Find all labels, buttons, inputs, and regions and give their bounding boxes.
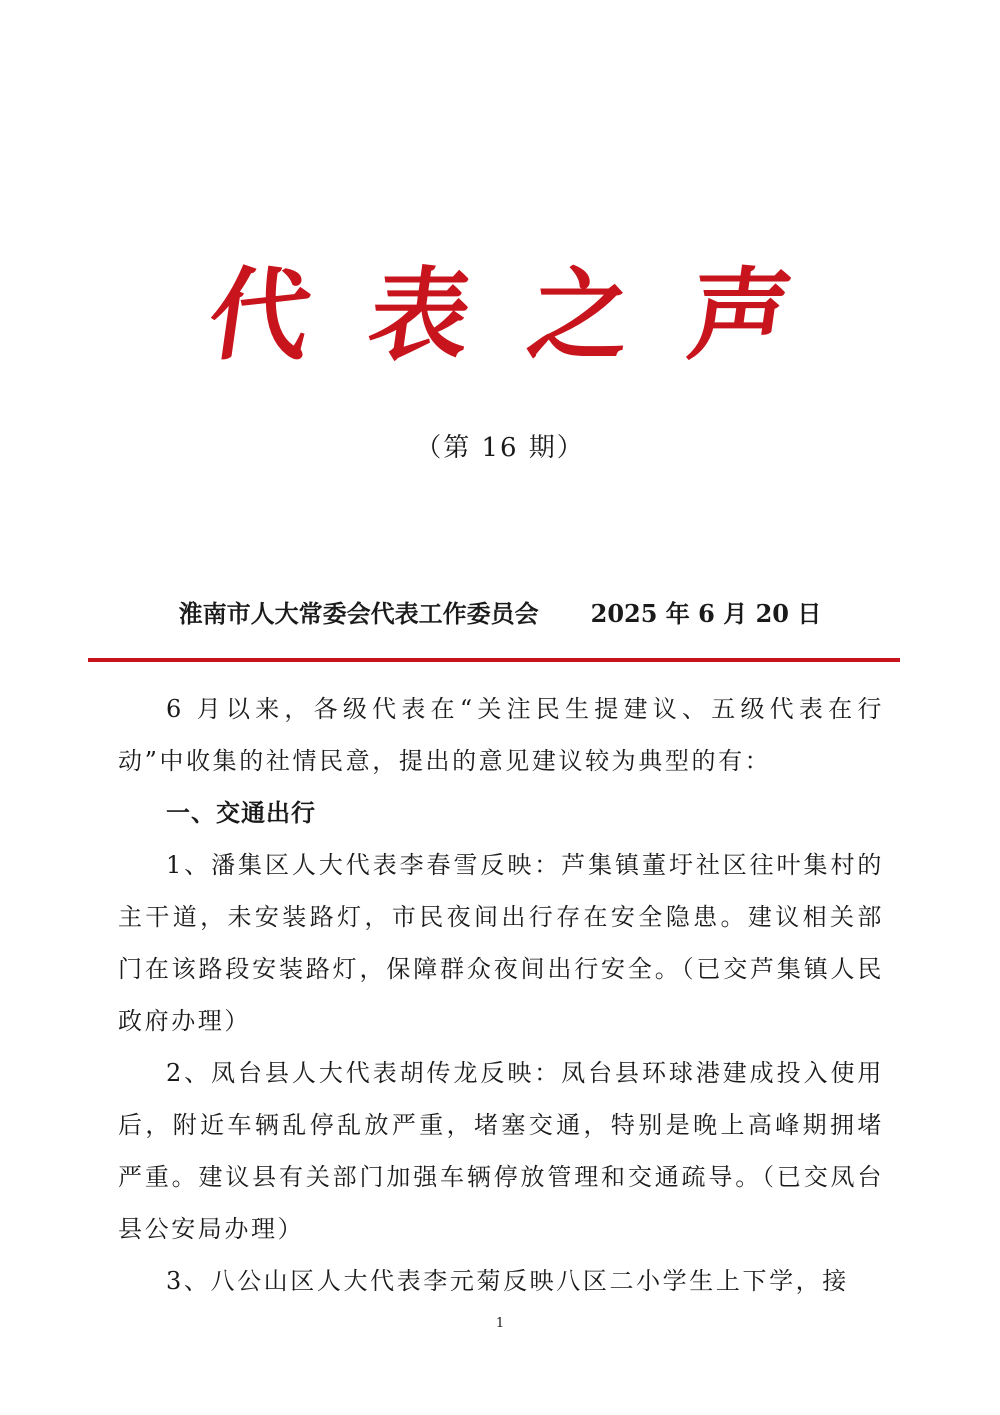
masthead-char-3: 之 — [521, 256, 639, 374]
section-heading-traffic: 一、交通出行 — [166, 799, 316, 827]
page-number: 1 — [495, 1316, 505, 1331]
masthead-char-2: 表 — [361, 256, 479, 374]
list-item: 2、凤台县人大代表胡传龙反映：凤台县环球港建成投入使用后，附近车辆乱停乱放严重，堵塞交通，特别是晚上高峰期拥堵严重。建议县有关部门加强车辆停放管理和交通疏导。（已交凤台县公安局办理） — [118, 1059, 884, 1243]
list-item: 3、八公山区人大代表李元菊反映八区二小学生上下学，接 — [166, 1267, 849, 1295]
issue-number: （第 16 期） — [415, 433, 585, 463]
masthead-char-4: 声 — [681, 256, 799, 374]
publish-date: 2025 年 6 月 20 日 — [590, 599, 822, 628]
document-body — [118, 683, 884, 1307]
list-item: 1、潘集区人大代表李春雪反映：芦集镇董圩社区往叶集村的主干道，未安装路灯，市民夜间出行存在安全隐患。建议相关部门在该路段安装路灯，保障群众夜间出行安全。（已交芦集镇人民政府办理） — [118, 851, 884, 1035]
masthead-char-1: 代 — [201, 256, 319, 374]
publisher-organization: 淮南市人大常委会代表工作委员会 — [178, 599, 539, 628]
header-divider — [88, 658, 900, 662]
intro-paragraph: 6 月以来，各级代表在“关注民生提建议、五级代表在行动”中收集的社情民意，提出的意见建议较为典型的有： — [118, 695, 884, 775]
masthead-title — [0, 250, 1000, 380]
publisher-line — [0, 592, 1000, 636]
